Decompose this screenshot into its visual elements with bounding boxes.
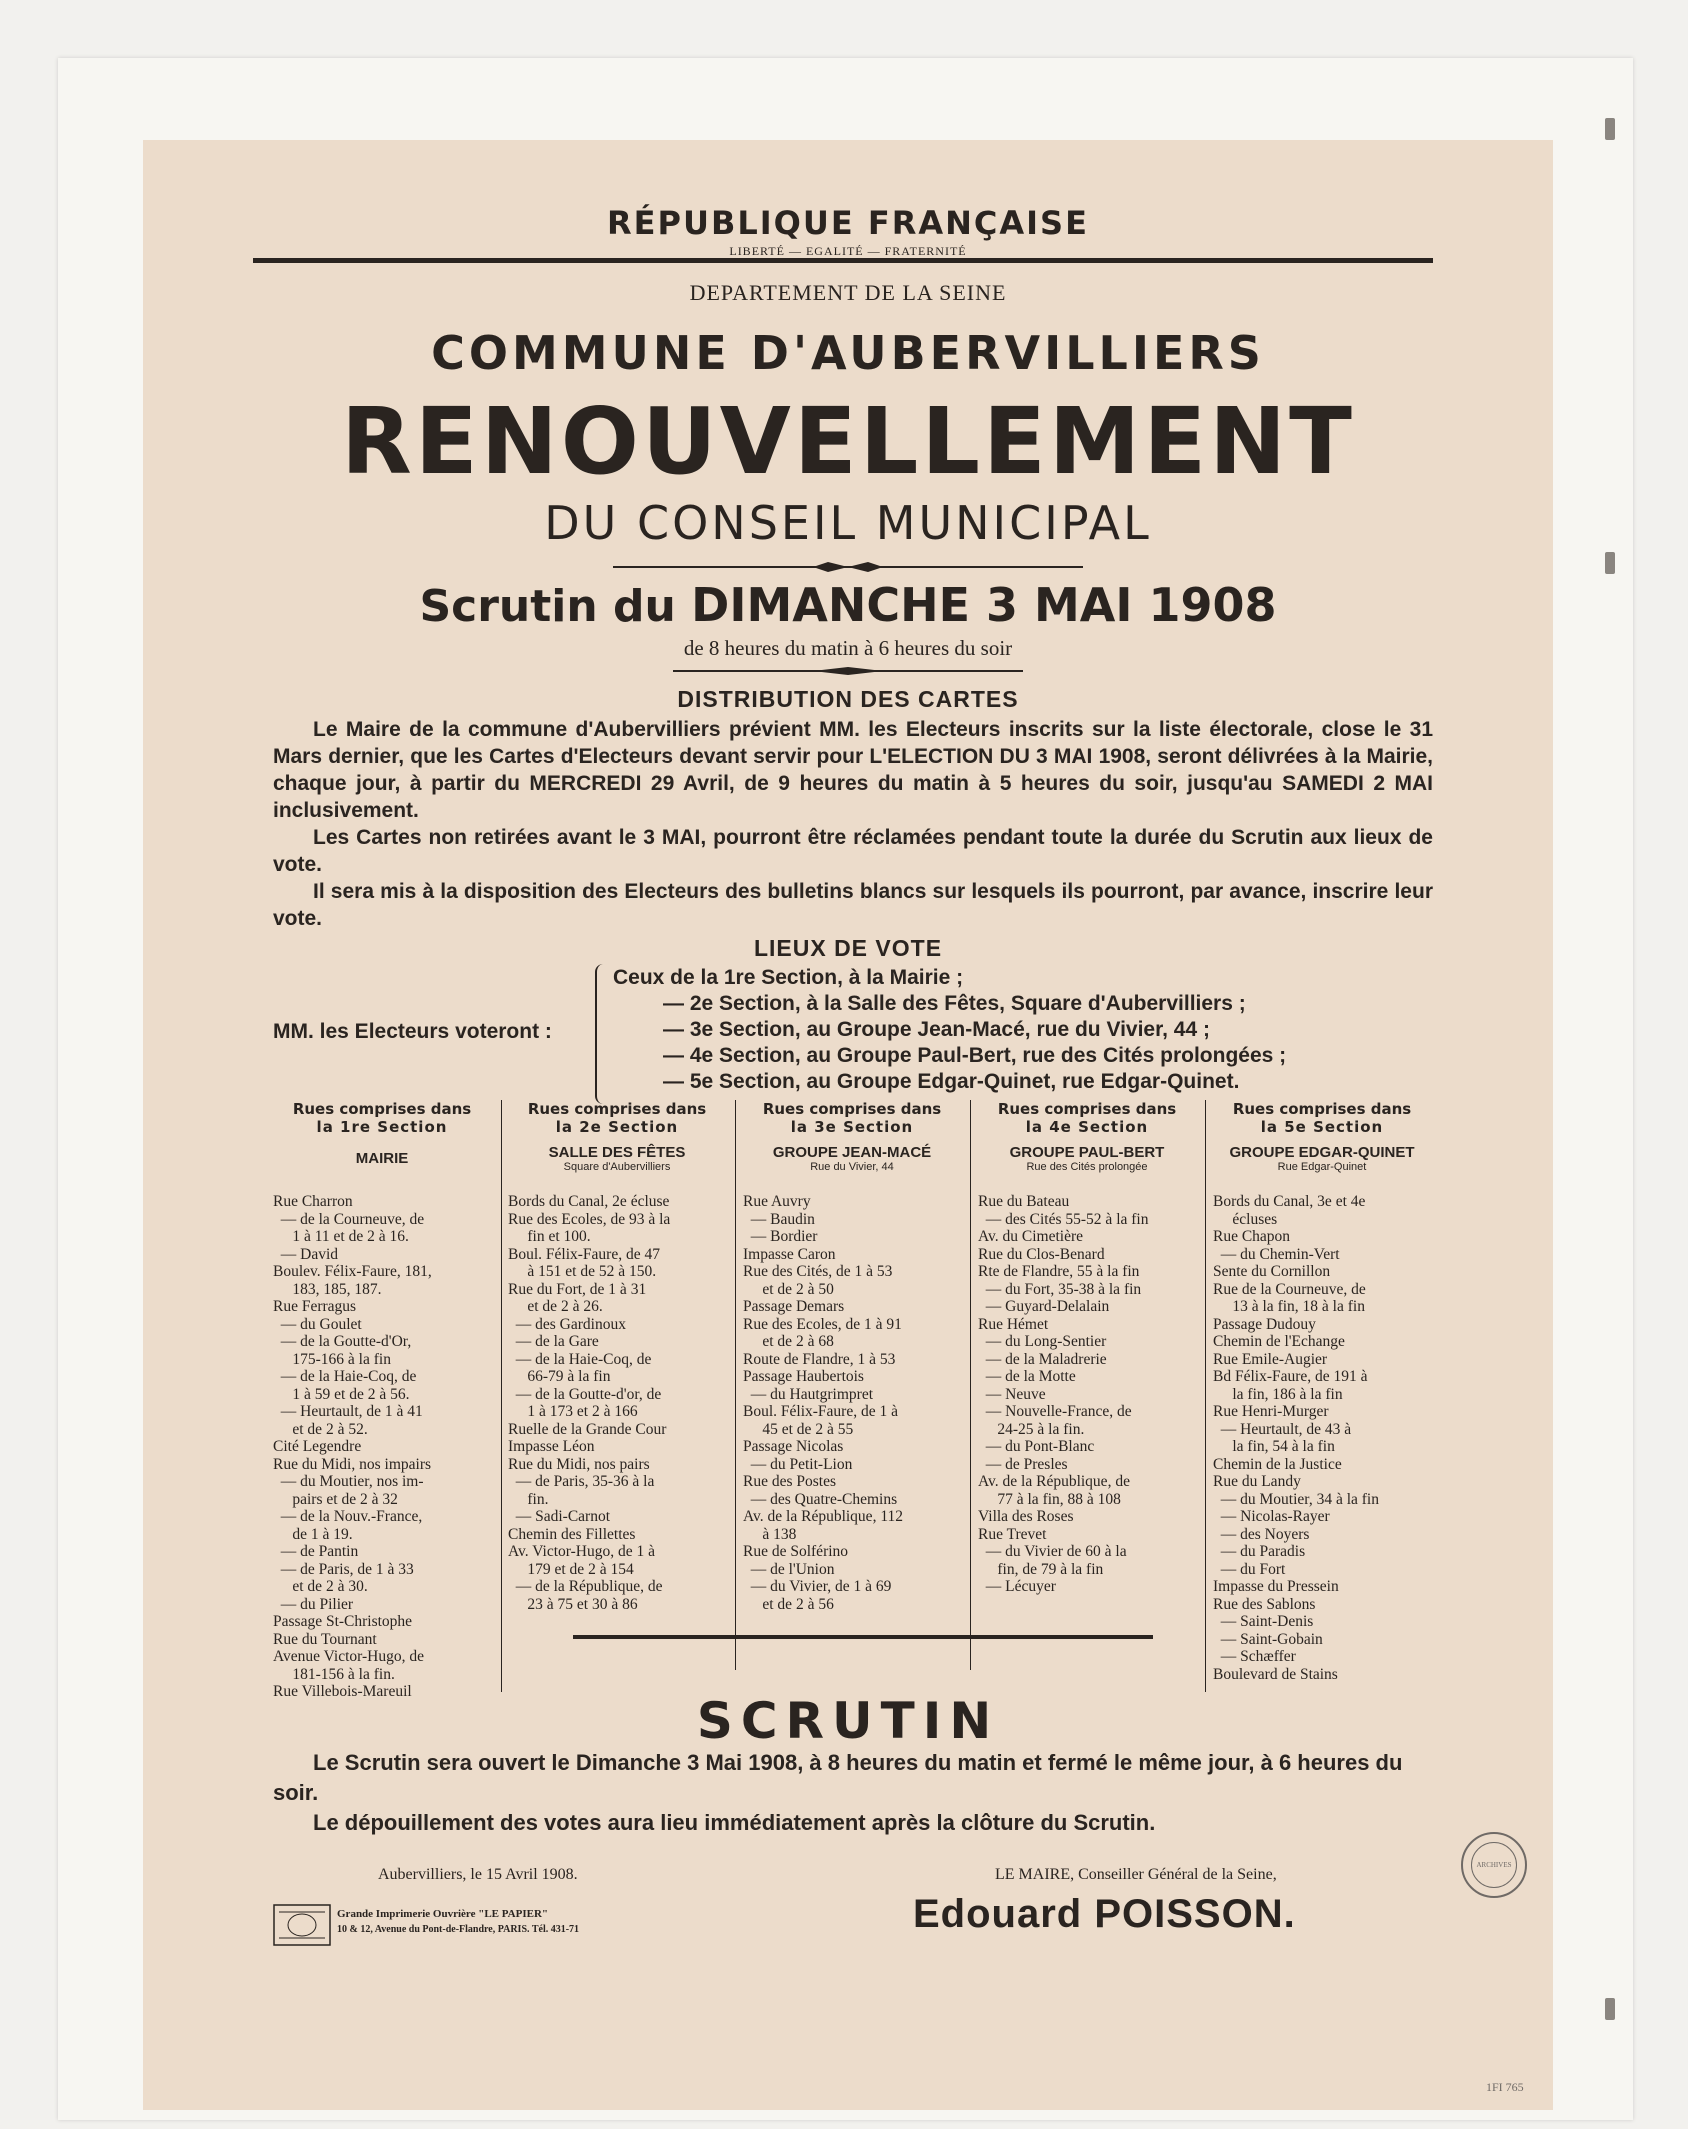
- street-item: — de la Goutte-d'or, de: [508, 1385, 662, 1403]
- street-item: Av. de la République, 112: [743, 1508, 903, 1525]
- street-item: — David: [273, 1245, 339, 1263]
- street-item: — du Chemin-Vert: [1213, 1245, 1340, 1263]
- archive-stamp: [1461, 1832, 1527, 1898]
- street-item: la fin, 186 à la fin: [1213, 1385, 1343, 1403]
- street-item: Bords du Canal, 2e écluse: [508, 1193, 670, 1210]
- street-item: — du Hautgrimpret: [743, 1385, 874, 1403]
- section-1-place: MAIRIE: [355, 1150, 409, 1167]
- street-item: Boulev. Félix-Faure, 181,: [273, 1263, 432, 1280]
- street-item: Rue Ferragus: [273, 1298, 357, 1315]
- street-item: — Sadi-Carnot: [508, 1508, 611, 1525]
- street-item: Rue du Fort, de 1 à 31: [508, 1280, 647, 1298]
- lieu-section-5: — 5e Section, au Groupe Edgar-Quinet, rue Edgar-Quinet.: [663, 1070, 1240, 1093]
- section-2-place: SALLE DES FÊTES: [548, 1144, 686, 1161]
- hours-line: de 8 heures du matin à 6 heures du soir: [683, 636, 1013, 660]
- vote-brace: [595, 964, 603, 1104]
- street-item: 175-166 à la fin: [273, 1350, 391, 1368]
- printer-line-1: Grande Imprimerie Ouvrière "LE PAPIER": [337, 1908, 548, 1920]
- street-item: 66-79 à la fin: [508, 1368, 611, 1385]
- street-item: — Baudin: [743, 1210, 815, 1228]
- street-item: et de 2 à 30.: [273, 1578, 368, 1595]
- street-item: Ruelle de la Grande Cour: [508, 1420, 667, 1438]
- section-3-place: GROUPE JEAN-MACÉ: [772, 1144, 932, 1161]
- scrutin-heading: SCRUTIN: [696, 1692, 1000, 1750]
- section-5-streets: [1213, 1193, 1431, 1683]
- street-item: Chemin des Fillettes: [508, 1525, 636, 1543]
- street-item: — Nicolas-Rayer: [1213, 1508, 1330, 1525]
- street-item: — des Quatre-Chemins: [743, 1490, 898, 1508]
- street-item: Boul. Félix-Faure, de 47: [508, 1245, 660, 1263]
- street-item: — de la Motte: [978, 1368, 1076, 1385]
- street-item: — du Moutier, 34 à la fin: [1213, 1490, 1379, 1508]
- section-5-address: Rue Edgar-Quinet: [1277, 1161, 1367, 1173]
- lieu-section-3: — 3e Section, au Groupe Jean-Macé, rue du Vivier, 44 ;: [663, 1018, 1210, 1041]
- street-item: Chemin de la Justice: [1213, 1455, 1342, 1473]
- section-4-column: [978, 1100, 1196, 1596]
- street-item: — du Vivier, de 1 à 69: [743, 1578, 892, 1595]
- section-4-place: GROUPE PAUL-BERT: [1009, 1144, 1165, 1161]
- devise: LIBERTÉ — EGALITÉ — FRATERNITÉ: [729, 244, 967, 258]
- street-item: écluses: [1213, 1210, 1278, 1228]
- street-item: Rue Auvry: [743, 1193, 811, 1210]
- street-item: — du Fort, 35-38 à la fin: [978, 1280, 1142, 1298]
- street-item: — Heurtault, de 1 à 41: [273, 1403, 423, 1420]
- distribution-paragraph-3: Il sera mis à la disposition des Electeurs des bulletins blancs sur lesquels ils pourront, par avance, inscrire leur vote.: [273, 880, 1433, 930]
- street-item: Rue des Ecoles, de 1 à 91: [743, 1315, 902, 1333]
- section-1-number: la 1re Section: [316, 1118, 448, 1136]
- printer-line-2: 10 & 12, Avenue du Pont-de-Flandre, PARIS. Tél. 431-71: [337, 1924, 580, 1935]
- street-item: Rue des Ecoles, de 93 à la: [508, 1210, 671, 1228]
- street-item: 1 à 173 et 2 à 166: [508, 1403, 638, 1420]
- commune-heading: COMMUNE D'AUBERVILLIERS: [431, 326, 1265, 380]
- street-item: — du Goulet: [273, 1315, 362, 1333]
- column-divider-2: [735, 1100, 736, 1670]
- street-item: et de 2 à 26.: [508, 1298, 603, 1315]
- street-item: 181-156 à la fin.: [273, 1665, 395, 1683]
- maire-name: Edouard POISSON.: [913, 1892, 1296, 1936]
- street-item: — du Pont-Blanc: [978, 1438, 1095, 1455]
- street-item: Chemin de l'Echange: [1213, 1333, 1345, 1350]
- scrutin-paragraph-2: Le dépouillement des votes aura lieu immédiatement après la clôture du Scrutin.: [313, 1810, 1156, 1835]
- street-item: Passage Nicolas: [743, 1438, 844, 1455]
- street-item: Rue du Midi, nos pairs: [508, 1455, 650, 1473]
- street-item: Rue du Landy: [1213, 1473, 1301, 1490]
- street-item: Rue de Solférino: [743, 1543, 849, 1560]
- street-item: 1 à 59 et de 2 à 56.: [273, 1385, 410, 1403]
- street-item: Passage Dudouy: [1213, 1315, 1316, 1333]
- street-item: — de Presles: [978, 1455, 1068, 1473]
- street-item: Rue des Sablons: [1213, 1595, 1316, 1613]
- clip-top: [1605, 118, 1615, 140]
- street-item: 24-25 à la fin.: [978, 1420, 1085, 1438]
- section-4-address: Rue des Cités prolongée: [1026, 1161, 1148, 1173]
- street-item: — de la Courneuve, de: [273, 1210, 425, 1228]
- street-item: Boul. Félix-Faure, de 1 à: [743, 1403, 898, 1420]
- street-item: — de la Goutte-d'Or,: [273, 1333, 412, 1350]
- distribution-paragraph-2: Les Cartes non retirées avant le 3 MAI, pourront être réclamées pendant toute la durée du Scrutin aux lieux de vote.: [273, 826, 1433, 876]
- street-item: — Schæffer: [1213, 1648, 1296, 1665]
- street-item: 1 à 11 et de 2 à 16.: [273, 1228, 409, 1245]
- street-item: Cité Legendre: [273, 1438, 362, 1455]
- street-item: — du Fort: [1213, 1560, 1286, 1578]
- street-item: Villa des Roses: [978, 1508, 1074, 1525]
- street-item: — du Pilier: [273, 1595, 354, 1613]
- clip-middle: [1605, 552, 1615, 574]
- street-item: — du Long-Sentier: [978, 1333, 1107, 1350]
- section-2-number: la 2e Section: [555, 1118, 679, 1136]
- street-item: 45 et de 2 à 55: [743, 1420, 854, 1438]
- lieux-title: LIEUX DE VOTE: [753, 935, 943, 961]
- street-item: 179 et de 2 à 154: [508, 1560, 634, 1578]
- section-2-streets: [508, 1193, 726, 1613]
- street-item: — de l'Union: [743, 1560, 835, 1578]
- street-item: Avenue Victor-Hugo, de: [273, 1648, 424, 1665]
- street-item: Passage St-Christophe: [273, 1613, 413, 1630]
- street-item: 183, 185, 187.: [273, 1280, 382, 1298]
- lieu-section-4: — 4e Section, au Groupe Paul-Bert, rue des Cités prolongées ;: [663, 1044, 1287, 1067]
- street-item: et de 2 à 50: [743, 1280, 834, 1298]
- street-item: — Heurtault, de 43 à: [1213, 1420, 1352, 1438]
- street-item: la fin, 54 à la fin: [1213, 1438, 1335, 1455]
- subtitle: DU CONSEIL MUNICIPAL: [544, 496, 1152, 550]
- street-item: 77 à la fin, 88 à 108: [978, 1490, 1121, 1508]
- street-item: — du Moutier, nos im-: [273, 1473, 424, 1490]
- ornament-rule-1: [613, 560, 1083, 574]
- street-item: Route de Flandre, 1 à 53: [743, 1350, 896, 1368]
- section-4-heading: Rues comprises dans: [997, 1100, 1177, 1118]
- section-2-heading: Rues comprises dans: [527, 1100, 707, 1118]
- place-date: Aubervilliers, le 15 Avril 1908.: [378, 1866, 578, 1883]
- street-item: Rue du Clos-Benard: [978, 1245, 1105, 1263]
- section-2-column: [508, 1100, 726, 1613]
- street-item: Rue Henri-Murger: [1213, 1403, 1329, 1420]
- section-3-number: la 3e Section: [790, 1118, 914, 1136]
- section-1-column: [273, 1100, 491, 1701]
- street-item: — Neuve: [978, 1385, 1046, 1403]
- street-item: — des Noyers: [1213, 1525, 1310, 1543]
- street-item: Rte de Flandre, 55 à la fin: [978, 1263, 1140, 1280]
- street-item: Rue Charron: [273, 1193, 353, 1210]
- street-item: Rue Trevet: [978, 1525, 1047, 1543]
- street-item: Av. Victor-Hugo, de 1 à: [508, 1543, 655, 1560]
- street-item: à 138: [743, 1525, 797, 1543]
- electeurs-label: MM. les Electeurs voteront :: [273, 1020, 552, 1043]
- clip-bottom: [1605, 1998, 1615, 2020]
- street-item: Rue Chapon: [1213, 1228, 1291, 1245]
- street-item: fin et 100.: [508, 1228, 591, 1245]
- lieu-section-2: — 2e Section, à la Salle des Fêtes, Square d'Aubervilliers ;: [663, 992, 1246, 1015]
- street-item: — des Gardinoux: [508, 1315, 626, 1333]
- section-3-column: [743, 1100, 961, 1613]
- section-4-number: la 4e Section: [1025, 1118, 1149, 1136]
- column-divider-3: [970, 1100, 971, 1670]
- street-item: — Saint-Gobain: [1213, 1630, 1323, 1648]
- printer-mark-icon: [273, 1904, 331, 1946]
- street-item: Rue Villebois-Mareuil: [273, 1683, 412, 1700]
- archive-reference: 1FI 765: [1486, 2080, 1524, 2094]
- street-item: — de la Haie-Coq, de: [273, 1368, 417, 1385]
- street-item: fin, de 79 à la fin: [978, 1560, 1104, 1578]
- street-item: — du Petit-Lion: [743, 1455, 853, 1473]
- distribution-paragraph-1: Le Maire de la commune d'Aubervilliers prévient MM. les Electeurs inscrits sur la liste électorale, close le 31 Mars dernier, que les Cartes d'Electeurs devant servir pour L'ELECTION DU 3 MAI 1908, seront délivrées à la Mairie, chaque jour, à partir du MERCREDI 29 Avril, de 9 heures du matin à 5 heures du soir, jusqu'au SAMEDI 2 MAI inclusivement.: [273, 718, 1433, 822]
- street-item: Rue des Cités, de 1 à 53: [743, 1263, 893, 1280]
- street-item: 13 à la fin, 18 à la fin: [1213, 1298, 1365, 1315]
- street-item: Bd Félix-Faure, de 191 à: [1213, 1368, 1368, 1385]
- street-item: de 1 à 19.: [273, 1525, 353, 1543]
- section-2-address: Square d'Aubervilliers: [563, 1161, 671, 1173]
- street-item: — de la Maladrerie: [978, 1350, 1107, 1368]
- street-item: Av. de la République, de: [978, 1473, 1130, 1490]
- street-item: Rue du Tournant: [273, 1630, 377, 1648]
- street-item: et de 2 à 68: [743, 1333, 834, 1350]
- ornament-rule-2: [673, 666, 1023, 676]
- top-rule: [253, 258, 1433, 263]
- street-item: — des Cités 55-52 à la fin: [978, 1210, 1149, 1228]
- section-5-column: [1213, 1100, 1431, 1683]
- mid-rule: [573, 1635, 1153, 1639]
- column-divider-1: [501, 1100, 502, 1692]
- street-item: — Lécuyer: [978, 1578, 1056, 1595]
- section-5-place: GROUPE EDGAR-QUINET: [1229, 1144, 1415, 1161]
- street-item: — du Paradis: [1213, 1543, 1306, 1560]
- scrutin-date: DIMANCHE 3 MAI 1908: [691, 578, 1277, 632]
- republique-heading: RÉPUBLIQUE FRANÇAISE: [607, 204, 1089, 242]
- street-item: — de la Gare: [508, 1333, 599, 1350]
- street-item: 23 à 75 et 30 à 86: [508, 1595, 638, 1613]
- section-5-number: la 5e Section: [1260, 1118, 1384, 1136]
- section-1-streets: [273, 1193, 491, 1701]
- street-item: — de la Nouv.-France,: [273, 1508, 423, 1525]
- lieu-section-1: Ceux de la 1re Section, à la Mairie ;: [613, 966, 964, 989]
- street-item: Rue du Bateau: [978, 1193, 1070, 1210]
- street-item: — de Paris, de 1 à 33: [273, 1560, 414, 1578]
- section-4-streets: [978, 1193, 1196, 1596]
- section-3-address: Rue du Vivier, 44: [810, 1161, 894, 1173]
- street-item: — de Pantin: [273, 1543, 359, 1560]
- street-item: Av. du Cimetière: [978, 1228, 1084, 1245]
- street-item: — Guyard-Delalain: [978, 1298, 1110, 1315]
- street-item: — Nouvelle-France, de: [978, 1403, 1132, 1420]
- election-poster: [143, 140, 1553, 2110]
- street-item: Bords du Canal, 3e et 4e: [1213, 1193, 1366, 1210]
- scrutin-date-line: [143, 578, 1553, 632]
- street-item: Rue des Postes: [743, 1473, 836, 1490]
- street-item: pairs et de 2 à 32: [273, 1490, 398, 1508]
- street-item: Rue Hémet: [978, 1315, 1049, 1333]
- column-divider-4: [1205, 1100, 1206, 1692]
- scrutin-prefix: Scrutin du: [419, 581, 676, 632]
- section-3-heading: Rues comprises dans: [762, 1100, 942, 1118]
- street-item: — Saint-Denis: [1213, 1613, 1314, 1630]
- street-item: Impasse du Pressein: [1213, 1578, 1339, 1595]
- street-item: Impasse Caron: [743, 1245, 836, 1263]
- street-item: — de Paris, 35-36 à la: [508, 1473, 655, 1490]
- main-title: RENOUVELLEMENT: [341, 388, 1355, 495]
- maire-label: LE MAIRE, Conseiller Général de la Seine,: [995, 1866, 1277, 1883]
- street-item: Rue du Midi, nos impairs: [273, 1455, 432, 1473]
- section-3-streets: [743, 1193, 961, 1613]
- street-item: Passage Haubertois: [743, 1368, 864, 1385]
- street-item: Impasse Léon: [508, 1438, 595, 1455]
- departement-heading: DEPARTEMENT DE LA SEINE: [689, 280, 1007, 305]
- street-item: Rue Emile-Augier: [1213, 1350, 1328, 1368]
- street-item: Sente du Cornillon: [1213, 1263, 1331, 1280]
- street-item: — de la Haie-Coq, de: [508, 1350, 652, 1368]
- street-item: fin.: [508, 1490, 549, 1508]
- street-item: Rue de la Courneuve, de: [1213, 1280, 1366, 1298]
- street-item: à 151 et de 52 à 150.: [508, 1263, 657, 1280]
- archive-stamp-inner: ARCHIVES: [1471, 1842, 1517, 1888]
- street-item: Passage Demars: [743, 1298, 845, 1315]
- street-item: Boulevard de Stains: [1213, 1665, 1338, 1683]
- street-item: — du Vivier de 60 à la: [978, 1543, 1127, 1560]
- section-1-heading: Rues comprises dans: [292, 1100, 472, 1118]
- street-item: — de la République, de: [508, 1578, 663, 1595]
- distribution-title: DISTRIBUTION DES CARTES: [677, 686, 1019, 712]
- section-5-heading: Rues comprises dans: [1232, 1100, 1412, 1118]
- street-item: et de 2 à 56: [743, 1595, 834, 1613]
- street-item: et de 2 à 52.: [273, 1420, 368, 1438]
- scrutin-paragraph-1: Le Scrutin sera ouvert le Dimanche 3 Mai 1908, à 8 heures du matin et fermé le même jour, à 6 heures du soir.: [273, 1750, 1403, 1805]
- street-item: — Bordier: [743, 1228, 818, 1245]
